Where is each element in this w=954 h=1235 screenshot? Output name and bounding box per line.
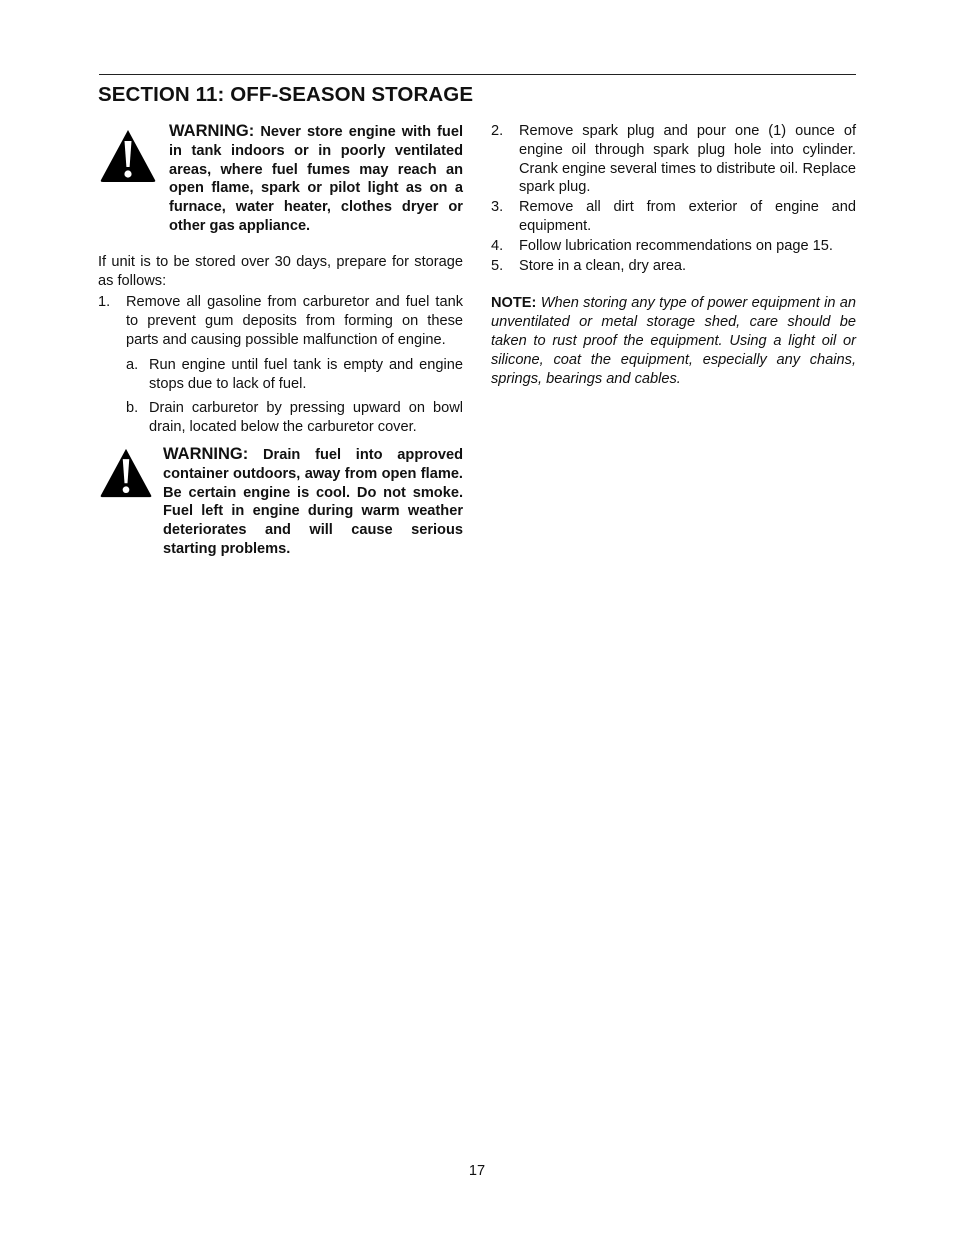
note-text: When storing any type of power equipment in an unventilated or metal storage shed, care should be taken to rust proof the equipment. Using a light oil or silicone, coat the equipment, especially any chains, springs, bearings and cables. bbox=[491, 295, 856, 387]
list-item-1 bbox=[98, 293, 463, 349]
list-text: Follow lubrication recommendations on page 15. bbox=[519, 237, 833, 254]
sub-text: Drain carburetor by pressing upward on bowl drain, located below the carburetor cover. bbox=[149, 400, 463, 436]
step-list-left bbox=[98, 293, 463, 437]
sub-letter: a. bbox=[126, 356, 139, 373]
list-number: 4. bbox=[491, 237, 504, 254]
warning-triangle-icon bbox=[98, 128, 158, 184]
warning-box-2 bbox=[98, 445, 463, 559]
list-item-3 bbox=[491, 198, 856, 236]
warning-text-2 bbox=[163, 445, 463, 559]
right-column bbox=[491, 122, 856, 388]
sub-item-b bbox=[126, 399, 463, 437]
list-item-5 bbox=[491, 257, 856, 276]
warning-message: Drain fuel into approved container outdoors, away from open flame. Be certain engine is cool. Do not smoke. Fuel left in engine during warm weather deteriorates and will cause serious starting problems. bbox=[163, 446, 463, 557]
page-number: 17 bbox=[468, 1163, 486, 1179]
left-column bbox=[98, 122, 463, 559]
list-item-2 bbox=[491, 122, 856, 197]
list-text: Store in a clean, dry area. bbox=[519, 257, 687, 274]
list-text: Remove spark plug and pour one (1) ounce of engine oil through spark plug hole into cylinder. Crank engine several times to distribute oil. Replace spark plug. bbox=[519, 123, 856, 196]
list-number: 3. bbox=[491, 199, 504, 216]
warning-text-1 bbox=[169, 122, 463, 236]
list-text: Remove all gasoline from carburetor and fuel tank to prevent gum deposits from forming on these parts and causing possible malfunction of engine. bbox=[126, 294, 463, 348]
sub-text: Run engine until fuel tank is empty and engine stops due to lack of fuel. bbox=[149, 356, 463, 392]
list-text: Remove all dirt from exterior of engine and equipment. bbox=[519, 199, 856, 234]
intro-paragraph: If unit is to be stored over 30 days, prepare for storage as follows: bbox=[98, 253, 463, 289]
list-number: 1. bbox=[98, 294, 111, 311]
note-paragraph bbox=[491, 294, 856, 388]
step-list-right bbox=[491, 122, 856, 275]
warning-triangle-icon bbox=[98, 447, 154, 499]
note-label: NOTE: bbox=[491, 295, 537, 312]
sub-letter: b. bbox=[126, 400, 139, 417]
warning-label: WARNING: bbox=[163, 444, 249, 463]
list-number: 2. bbox=[491, 123, 504, 139]
warning-box-1 bbox=[98, 122, 463, 236]
warning-label: WARNING: bbox=[169, 122, 255, 140]
header-rule bbox=[99, 74, 856, 75]
list-number: 5. bbox=[491, 257, 504, 274]
warning-message: Never store engine with fuel in tank indoors or in poorly ventilated areas, where fuel fumes may reach an open flame, spark or pilot light as on a furnace, water heater, clothes dryer or other gas appliance. bbox=[169, 124, 463, 234]
sub-item-a bbox=[126, 356, 463, 394]
section-title: SECTION 11: OFF-SEASON STORAGE bbox=[98, 83, 474, 106]
list-item-4 bbox=[491, 237, 856, 256]
